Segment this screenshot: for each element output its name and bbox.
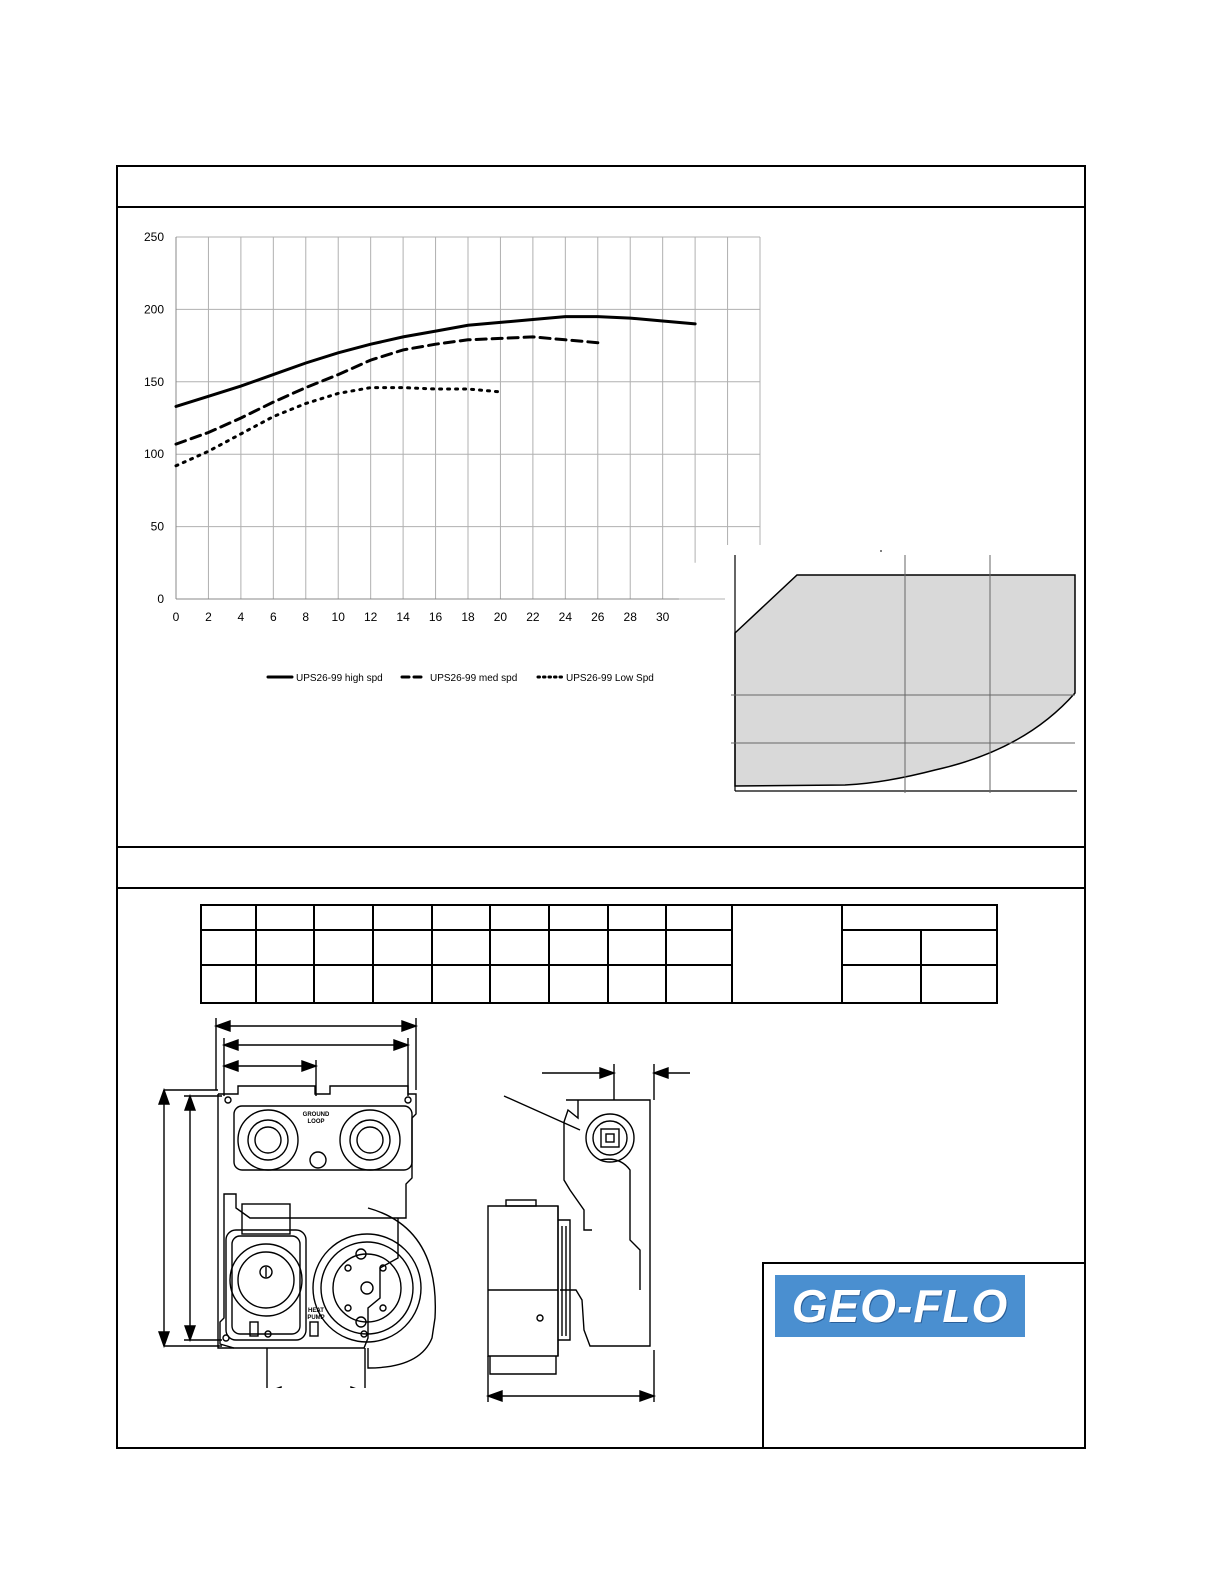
y-tick-label: 250 <box>143 230 164 244</box>
ground-loop-label-line2: LOOP <box>307 1119 325 1125</box>
y-tick-label: 150 <box>143 374 164 389</box>
operating-envelope-chart <box>725 545 1080 800</box>
x-tick-label: 22 <box>526 610 540 624</box>
x-tick-label: 0 <box>172 610 180 624</box>
x-tick-label: 20 <box>493 610 508 624</box>
section-divider <box>116 887 1086 889</box>
x-tick-label: 28 <box>623 610 637 624</box>
series-line-dashed <box>176 337 598 444</box>
x-tick-label: 16 <box>428 610 443 624</box>
section-divider <box>116 206 1086 208</box>
x-tick-label: 24 <box>558 610 573 624</box>
y-tick-label: 100 <box>143 447 164 462</box>
legend-label: UPS26-99 Low Spd <box>566 673 654 684</box>
y-tick-label: 50 <box>150 519 164 534</box>
logo-text: GEO-FLO <box>791 1280 1009 1332</box>
heat-pump-label-line1: HEAT <box>308 1308 324 1314</box>
x-tick-label: 4 <box>237 610 245 624</box>
front-view-drawing <box>150 1018 450 1388</box>
legend-label: UPS26-99 med spd <box>430 673 518 684</box>
x-tick-label: 14 <box>396 610 410 624</box>
y-tick-label: 200 <box>143 302 164 317</box>
chart-legend <box>268 673 654 684</box>
y-axis-ticks <box>144 230 164 606</box>
chart-grid <box>176 237 760 599</box>
y-tick-label: 0 <box>157 592 164 606</box>
x-tick-label: 2 <box>205 610 212 624</box>
x-tick-label: 6 <box>269 610 277 624</box>
side-view-drawing <box>480 1060 710 1405</box>
x-tick-label: 8 <box>302 610 310 624</box>
pump-curve-chart <box>120 215 770 705</box>
legend-label: UPS26-99 high spd <box>296 673 383 684</box>
title-block-divider <box>762 1262 764 1449</box>
x-axis-ticks <box>173 610 670 624</box>
geo-flo-logo <box>775 1275 1025 1337</box>
x-tick-label: 12 <box>363 610 378 624</box>
x-tick-label: 18 <box>461 610 475 624</box>
title-block-divider <box>762 1262 1086 1264</box>
x-tick-label: 30 <box>655 610 670 624</box>
dimension-table <box>200 904 1000 1006</box>
ground-loop-label-line1: GROUND <box>302 1112 330 1118</box>
x-tick-label: 26 <box>591 610 605 624</box>
heat-pump-label-line2: PUMP <box>307 1315 325 1321</box>
section-divider <box>116 846 1086 848</box>
x-tick-label: 10 <box>331 610 345 624</box>
